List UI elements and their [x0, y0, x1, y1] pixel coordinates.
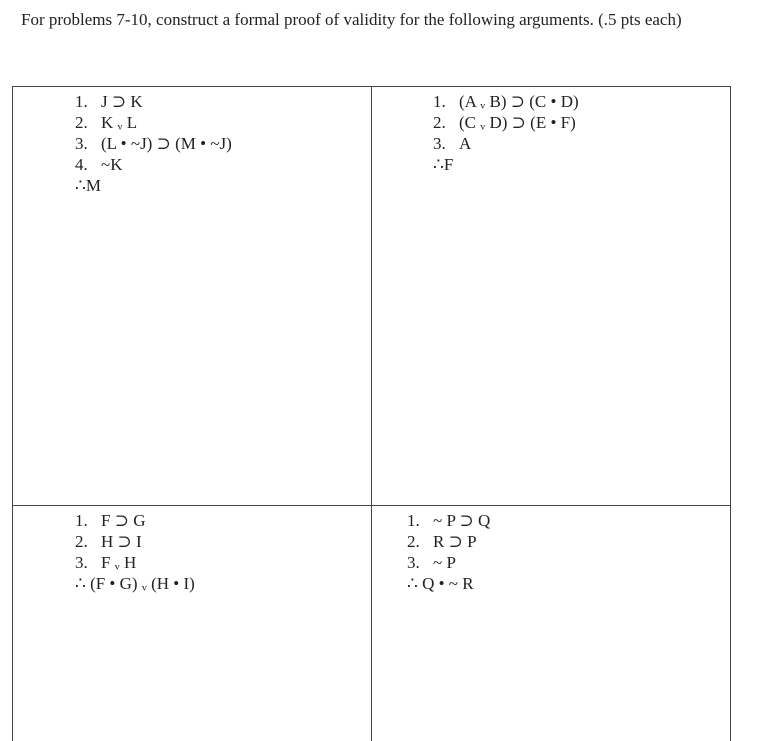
- premise-line: [75, 112, 232, 133]
- premise-text: (A ᵥ B) ⊃ (C • D): [459, 92, 579, 111]
- premise-number: 2.: [433, 113, 446, 132]
- premise-text: (C ᵥ D) ⊃ (E • F): [459, 113, 576, 132]
- premise-line: [75, 531, 195, 552]
- premise-number: 2.: [75, 532, 88, 551]
- premise-number: 1.: [407, 511, 420, 530]
- problem-10-cell: [372, 506, 731, 741]
- problem-9-proof: [75, 510, 195, 594]
- premise-line: [75, 510, 195, 531]
- premise-text: ~ P: [433, 553, 456, 572]
- conclusion-line: ∴ Q • ~ R: [407, 574, 474, 593]
- conclusion-line: ∴F: [433, 155, 454, 174]
- problem-7-proof: [75, 91, 232, 196]
- problem-10-proof: [407, 510, 490, 594]
- premise-number: 3.: [75, 553, 88, 572]
- conclusion-line: ∴M: [75, 176, 101, 195]
- premise-line: [407, 552, 490, 573]
- premise-text: H ⊃ I: [101, 532, 142, 551]
- premise-line: [433, 112, 579, 133]
- premise-number: 1.: [75, 92, 88, 111]
- premise-text: R ⊃ P: [433, 532, 477, 551]
- premise-line: [407, 510, 490, 531]
- premise-text: ~K: [101, 155, 123, 174]
- premise-line: [433, 91, 579, 112]
- premise-text: F ᵥ H: [101, 553, 137, 572]
- premise-text: K ᵥ L: [101, 113, 138, 132]
- proof-grid: [12, 86, 731, 741]
- premise-text: J ⊃ K: [101, 92, 143, 111]
- premise-line: [75, 552, 195, 573]
- premise-number: 2.: [407, 532, 420, 551]
- premise-number: 2.: [75, 113, 88, 132]
- instructions-text: For problems 7-10, construct a formal proof of validity for the following arguments. (.5 pts each): [21, 10, 682, 29]
- conclusion-line: ∴ (F • G) ᵥ (H • I): [75, 574, 195, 593]
- premise-text: ~ P ⊃ Q: [433, 511, 491, 530]
- premise-text: (L • ~J) ⊃ (M • ~J): [101, 134, 232, 153]
- premise-text: F ⊃ G: [101, 511, 146, 530]
- premise-number: 3.: [407, 553, 420, 572]
- premise-text: A: [459, 134, 472, 153]
- problem-7-cell: [13, 87, 372, 506]
- premise-number: 1.: [433, 92, 446, 111]
- premise-line: [75, 154, 232, 175]
- premise-number: 3.: [433, 134, 446, 153]
- problem-8-proof: [433, 91, 579, 175]
- premise-line: [75, 91, 232, 112]
- premise-number: 1.: [75, 511, 88, 530]
- premise-line: [433, 133, 579, 154]
- premise-number: 3.: [75, 134, 88, 153]
- problem-8-cell: [372, 87, 731, 506]
- problem-9-cell: [13, 506, 372, 741]
- premise-line: [407, 531, 490, 552]
- premise-line: [75, 133, 232, 154]
- premise-number: 4.: [75, 155, 88, 174]
